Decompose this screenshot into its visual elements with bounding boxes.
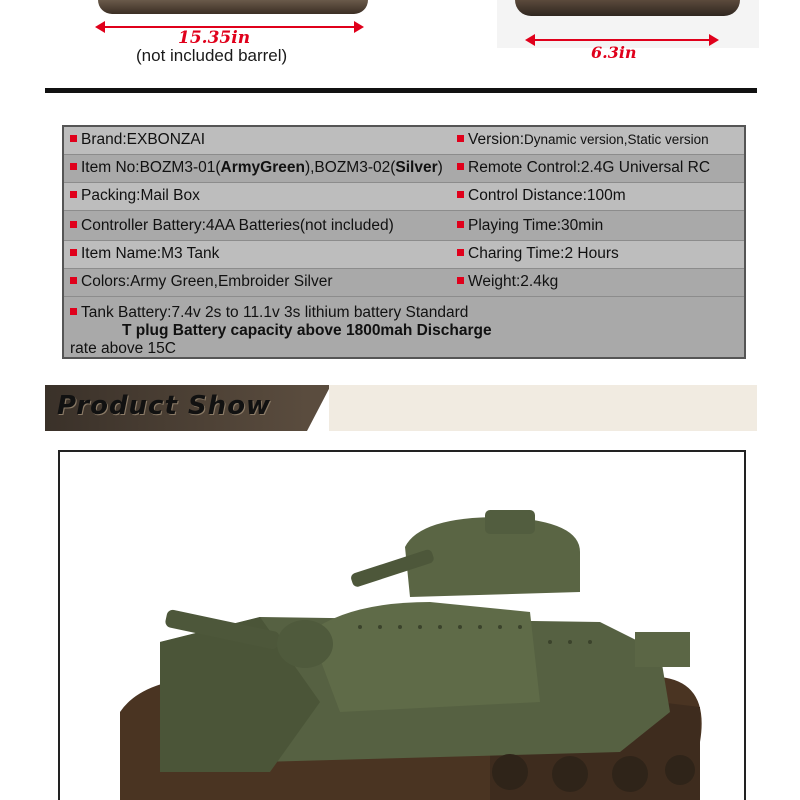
width-arrow-icon: [527, 39, 717, 41]
spec-row: [64, 155, 744, 183]
spec-colors: Colors:Army Green,Embroider Silver: [81, 273, 333, 290]
spec-item-no-c: ),BOZM3-02(: [304, 159, 396, 176]
spec-item-no-e: ): [437, 159, 443, 176]
battery-line-3: rate above 15C: [70, 340, 176, 357]
spec-row: [64, 183, 744, 211]
battery-line-2: T plug Battery capacity above 1800mah Discharge: [122, 322, 492, 339]
bullet-icon: [70, 135, 77, 142]
cupola-icon: [485, 510, 535, 534]
bullet-icon: [70, 221, 77, 228]
length-note: (not included barrel): [136, 46, 288, 65]
m3-tank-icon: [60, 452, 746, 800]
bullet-icon: [70, 277, 77, 284]
product-show-banner: [45, 385, 757, 431]
bullet-icon: [70, 249, 77, 256]
spec-item-no-d: Silver: [395, 159, 438, 176]
banner-title: Product Show: [57, 391, 272, 421]
spec-table: [62, 125, 746, 359]
battery-line-1: Tank Battery:7.4v 2s to 11.1v 3s lithium battery Standard: [81, 304, 469, 321]
dimension-strip: [0, 0, 800, 92]
spec-item-no-a: Item No:BOZM3-01(: [81, 159, 221, 176]
bullet-icon: [457, 249, 464, 256]
spec-row: [64, 269, 744, 297]
spec-version-value: Dynamic version,Static version: [524, 132, 709, 147]
spec-packing: Packing:Mail Box: [81, 187, 200, 204]
bullet-icon: [457, 277, 464, 284]
spec-item-no-b: ArmyGreen: [220, 159, 305, 176]
bullet-icon: [457, 163, 464, 170]
product-photo: [58, 450, 746, 800]
stowage-box-icon: [635, 632, 690, 667]
spec-row: [64, 241, 744, 269]
spec-controller-battery: Controller Battery:4AA Batteries(not included): [81, 217, 394, 234]
banner-light-block: [329, 385, 757, 431]
spec-control-distance: Control Distance:100m: [468, 187, 626, 204]
tank-side-track: [98, 0, 368, 14]
spec-version-label: Version:: [468, 131, 525, 148]
bullet-icon: [457, 191, 464, 198]
bullet-icon: [70, 191, 77, 198]
bullet-icon: [457, 221, 464, 228]
bullet-icon: [70, 308, 77, 315]
section-divider: [45, 88, 757, 93]
spec-weight: Weight:2.4kg: [468, 273, 559, 290]
spec-playing-time: Playing Time:30min: [468, 217, 604, 234]
spec-item-name: Item Name:M3 Tank: [81, 245, 220, 262]
spec-tank-battery: [70, 304, 540, 358]
length-value: 15.35in: [178, 28, 251, 48]
spec-charing-time: Charing Time:2 Hours: [468, 245, 619, 262]
bullet-icon: [457, 135, 464, 142]
sponson-icon: [310, 602, 540, 712]
spec-brand: Brand:EXBONZAI: [81, 131, 206, 148]
spec-row: [64, 213, 744, 241]
spec-remote-control: Remote Control:2.4G Universal RC: [468, 159, 711, 176]
spec-row: [64, 127, 744, 155]
bullet-icon: [70, 163, 77, 170]
tank-front-track: [515, 0, 740, 16]
width-value: 6.3in: [591, 43, 637, 62]
